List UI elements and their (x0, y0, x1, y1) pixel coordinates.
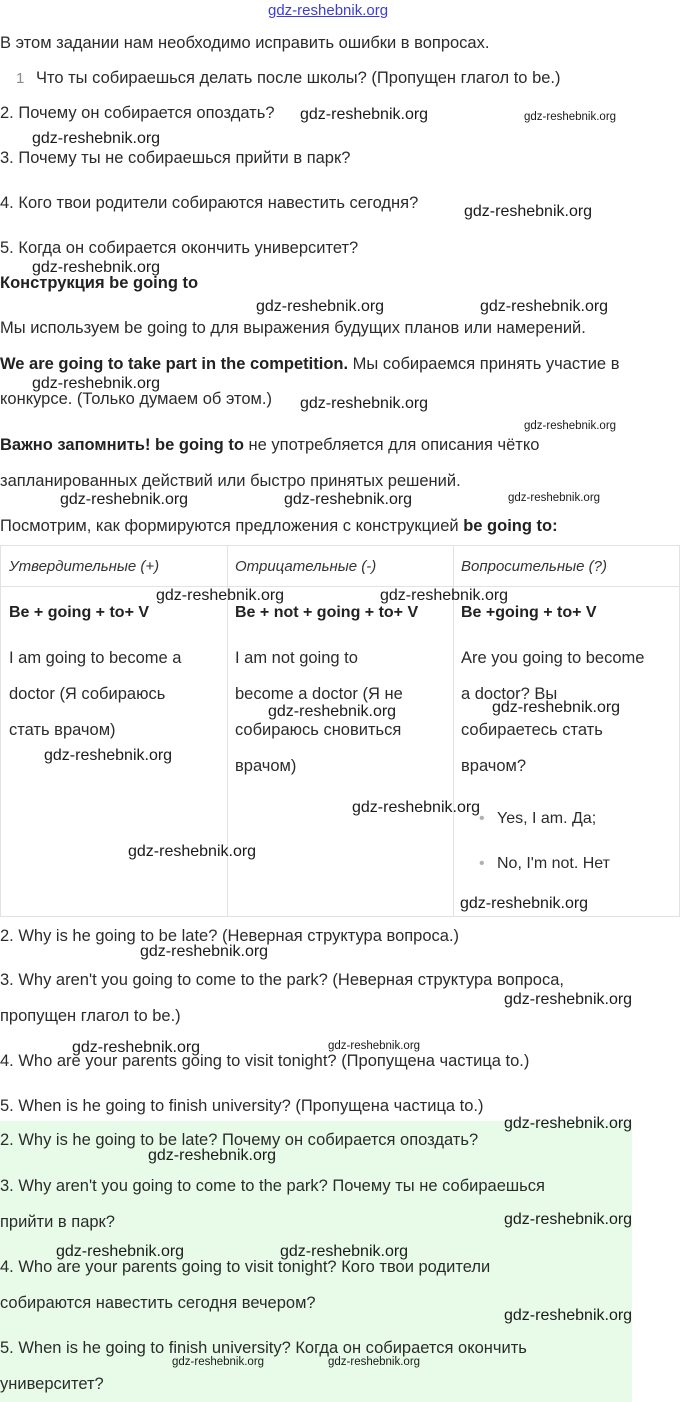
watermark: gdz-reshebnik.org (504, 1115, 633, 1132)
watermark: gdz-reshebnik.org (480, 298, 609, 315)
formula-question: Be +going + to+ V (461, 604, 597, 621)
answer-5-line2: университет? (0, 1375, 104, 1393)
watermark: gdz-reshebnik.org (72, 1039, 201, 1056)
question-line: собираетесь стать (461, 721, 603, 739)
example-rest: Мы собираемся принять участие в (348, 355, 620, 373)
answer-2: 2. Why is he going to be late? Почему он собирается опоздать? (0, 1131, 479, 1149)
table-header-divider (1, 586, 679, 587)
list-item-2: 2. Почему он собирается опоздать? (0, 104, 275, 122)
watermark: gdz-reshebnik.org (460, 895, 589, 912)
watermark: gdz-reshebnik.org (300, 395, 429, 412)
list-item-1: Что ты собираешься делать после школы? (Пропущен глагол to be.) (36, 69, 561, 87)
watermark: gdz-reshebnik.org (156, 587, 285, 604)
list-item-5: 5. Когда он собирается окончить университет? (0, 239, 359, 257)
watermark: gdz-reshebnik.org (32, 130, 161, 147)
question-line: a doctor? Вы (461, 685, 558, 703)
answer-bullet-yes: • Yes, I am. Да; (497, 810, 596, 828)
note-bold: Важно запомнить! be going to (0, 436, 244, 454)
note-rest: не употребляется для описания чётко (243, 436, 540, 454)
watermark: gdz-reshebnik.org (504, 991, 633, 1008)
watermark: gdz-reshebnik.org (328, 1040, 421, 1052)
answer-3: 3. Why aren't you going to come to the park? Почему ты не собираешься (0, 1177, 545, 1195)
watermark: gdz-reshebnik.org (32, 259, 161, 276)
question-line: врачом? (461, 757, 527, 775)
formula-affirmative: Be + going + to+ V (9, 604, 150, 621)
answer-3-line2: прийти в парк? (0, 1213, 115, 1231)
watermark: gdz-reshebnik.org (128, 843, 257, 860)
watermark: gdz-reshebnik.org (60, 491, 189, 508)
watermark-top-link[interactable]: gdz-reshebnik.org (268, 2, 389, 19)
list-item-3: 3. Почему ты не собираешься прийти в парк? (0, 149, 351, 167)
correction-3: 3. Why aren't you going to come to the park? (Неверная структура вопроса, (0, 971, 564, 989)
construction-example-line2: конкурсе. (Только думаем об этом.) (0, 390, 272, 408)
affirmative-line: I am going to become a (9, 649, 182, 667)
watermark: gdz-reshebnik.org (504, 1211, 633, 1228)
be-going-to-table (0, 545, 680, 917)
formation-text (0, 517, 558, 536)
watermark: gdz-reshebnik.org (268, 703, 397, 720)
negative-line: собираюсь сновиться (235, 721, 402, 739)
negative-line: become a doctor (Я не (235, 685, 403, 703)
construction-note-line2: запланированных действий или быстро принятых решений. (0, 472, 461, 490)
watermark: gdz-reshebnik.org (464, 203, 593, 220)
watermark: gdz-reshebnik.org (140, 943, 269, 960)
watermark: gdz-reshebnik.org (504, 1307, 633, 1324)
negative-line: I am not going to (235, 649, 358, 667)
watermark: gdz-reshebnik.org (380, 587, 509, 604)
affirmative-line: doctor (Я собираюсь (9, 685, 166, 703)
watermark: gdz-reshebnik.org (284, 491, 413, 508)
watermark: gdz-reshebnik.org (524, 111, 617, 123)
watermark: gdz-reshebnik.org (492, 699, 621, 716)
table-header-question: Вопросительные (?) (461, 558, 607, 575)
construction-heading: Конструкция be going to (0, 274, 199, 292)
negative-line: врачом) (235, 757, 297, 775)
watermark: gdz-reshebnik.org (32, 375, 161, 392)
list-number-1: 1 (16, 70, 25, 87)
correction-3-line2: пропущен глагол to be.) (0, 1007, 181, 1025)
answer-5: 5. When is he going to finish university? Когда он собирается окончить (0, 1339, 527, 1357)
answer-bullet-no: • No, I'm not. Нет (497, 855, 610, 873)
watermark: gdz-reshebnik.org (328, 1356, 421, 1368)
watermark: gdz-reshebnik.org (44, 747, 173, 764)
watermark: gdz-reshebnik.org (256, 298, 385, 315)
formula-negative: Be + not + going + to+ V (235, 604, 419, 621)
affirmative-line: стать врачом) (9, 721, 116, 739)
table-header-affirmative: Утвердительные (+) (9, 558, 160, 575)
intro-text: В этом задании нам необходимо исправить ошибки в вопросах. (0, 34, 490, 52)
correction-2: 2. Why is he going to be late? (Неверная структура вопроса.) (0, 927, 460, 945)
table-header-negative: Отрицательные (-) (235, 558, 377, 575)
watermark: gdz-reshebnik.org (172, 1356, 265, 1368)
watermark: gdz-reshebnik.org (280, 1243, 409, 1260)
answer-4: 4. Who are your parents going to visit tonight? Кого твои родители (0, 1258, 491, 1276)
watermark: gdz-reshebnik.org (148, 1147, 277, 1164)
watermark: gdz-reshebnik.org (352, 799, 481, 816)
formation-plain: Посмотрим, как формируются предложения с конструкцией (0, 517, 464, 535)
watermark: gdz-reshebnik.org (300, 106, 429, 123)
answer-4-line2: собираются навестить сегодня вечером? (0, 1294, 316, 1312)
list-item-4: 4. Кого твои родители собираются навестить сегодня? (0, 194, 419, 212)
formation-bold: be going to: (463, 517, 558, 535)
construction-usage: Мы используем be going to для выражения будущих планов или намерений. (0, 319, 586, 337)
watermark: gdz-reshebnik.org (508, 492, 601, 504)
question-line: Are you going to become (461, 649, 645, 667)
example-bold: We are going to take part in the competition. (0, 355, 349, 373)
construction-note (0, 436, 539, 455)
correction-4: 4. Who are your parents going to visit tonight? (Пропущена частица to.) (0, 1052, 530, 1070)
watermark: gdz-reshebnik.org (524, 420, 617, 432)
construction-example (0, 355, 619, 374)
correction-5: 5. When is he going to finish university? (Пропущена частица to.) (0, 1097, 484, 1115)
watermark: gdz-reshebnik.org (56, 1243, 185, 1260)
